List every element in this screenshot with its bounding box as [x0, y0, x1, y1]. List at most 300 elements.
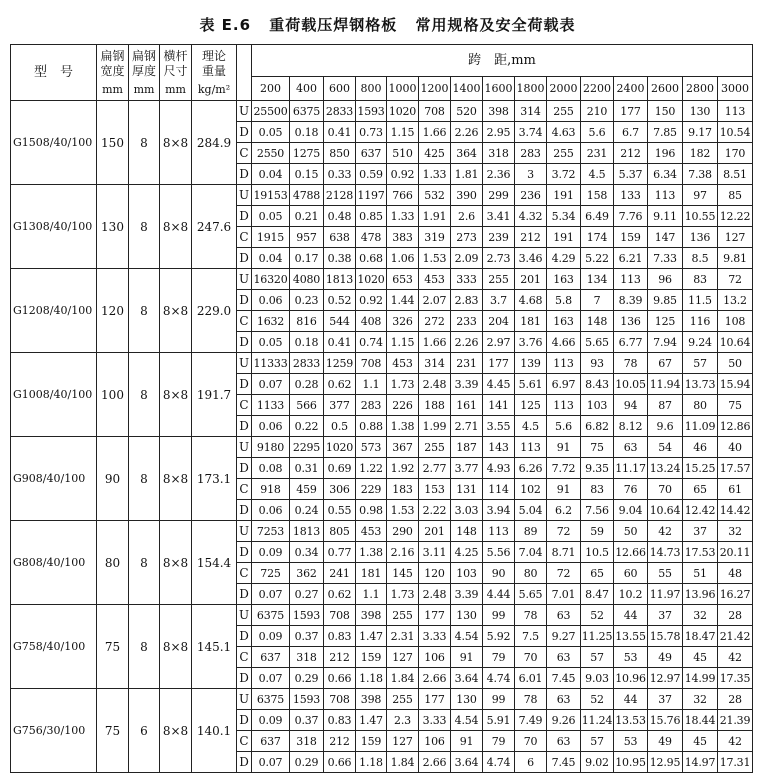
value-cell: 0.18 — [290, 122, 324, 143]
value-cell: 159 — [356, 731, 387, 752]
value-cell: 8.43 — [581, 374, 614, 395]
value-cell: 637 — [252, 731, 290, 752]
value-cell: 1.15 — [387, 122, 419, 143]
table-row — [11, 605, 753, 626]
value-cell: 85 — [718, 185, 753, 206]
table-row — [11, 689, 753, 710]
value-cell: 4.68 — [515, 290, 547, 311]
value-cell: 6.7 — [614, 122, 648, 143]
value-cell: 9.17 — [683, 122, 718, 143]
value-cell: 2833 — [290, 353, 324, 374]
load-type-cell: D — [237, 374, 252, 395]
value-cell: 103 — [451, 563, 483, 584]
value-cell: 113 — [614, 269, 648, 290]
value-cell: 52 — [581, 605, 614, 626]
value-cell: 113 — [483, 521, 515, 542]
value-cell: 91 — [451, 731, 483, 752]
value-cell: 40 — [718, 437, 753, 458]
value-cell: 1593 — [290, 689, 324, 710]
value-cell: 204 — [483, 311, 515, 332]
value-cell: 255 — [387, 605, 419, 626]
load-type-cell: D — [237, 458, 252, 479]
value-cell: 4.74 — [483, 752, 515, 773]
value-cell: 53 — [614, 731, 648, 752]
load-type-cell: U — [237, 101, 252, 122]
load-type-cell: U — [237, 353, 252, 374]
value-cell: 0.06 — [252, 416, 290, 437]
value-cell: 1813 — [290, 521, 324, 542]
value-cell: 367 — [387, 437, 419, 458]
value-cell: 80 — [683, 395, 718, 416]
value-cell: 0.74 — [356, 332, 387, 353]
value-cell: 4.25 — [451, 542, 483, 563]
value-cell: 91 — [547, 437, 581, 458]
value-cell: 7.72 — [547, 458, 581, 479]
load-type-cell: D — [237, 500, 252, 521]
value-cell: 2.6 — [451, 206, 483, 227]
value-cell: 7.56 — [581, 500, 614, 521]
header-rod-unit: mm — [165, 82, 186, 96]
header-width-unit: mm — [102, 82, 123, 96]
value-cell: 5.04 — [515, 500, 547, 521]
value-cell: 32 — [683, 689, 718, 710]
value-cell: 11.09 — [683, 416, 718, 437]
value-cell: 61 — [718, 479, 753, 500]
value-cell: 2.16 — [387, 542, 419, 563]
value-cell: 453 — [356, 521, 387, 542]
value-cell: 708 — [324, 689, 356, 710]
value-cell: 49 — [648, 731, 683, 752]
value-cell: 1020 — [356, 269, 387, 290]
rod-cell: 8×8 — [160, 689, 192, 773]
value-cell: 4.74 — [483, 668, 515, 689]
value-cell: 48 — [718, 563, 753, 584]
value-cell: 11.17 — [614, 458, 648, 479]
header-thickness — [129, 45, 160, 101]
load-type-cell: D — [237, 122, 252, 143]
value-cell: 3.64 — [451, 668, 483, 689]
value-cell: 231 — [451, 353, 483, 374]
value-cell: 9180 — [252, 437, 290, 458]
value-cell: 191 — [547, 227, 581, 248]
value-cell: 8.5 — [683, 248, 718, 269]
value-cell: 9.85 — [648, 290, 683, 311]
load-type-cell: D — [237, 164, 252, 185]
value-cell: 134 — [581, 269, 614, 290]
value-cell: 1.33 — [419, 164, 451, 185]
value-cell: 10.95 — [614, 752, 648, 773]
value-cell: 113 — [547, 395, 581, 416]
value-cell: 11.97 — [648, 584, 683, 605]
value-cell: 0.52 — [324, 290, 356, 311]
value-cell: 177 — [483, 353, 515, 374]
value-cell: 28 — [718, 605, 753, 626]
value-cell: 13.2 — [718, 290, 753, 311]
value-cell: 4.5 — [581, 164, 614, 185]
span-header-400: 400 — [290, 77, 324, 101]
value-cell: 17.31 — [718, 752, 753, 773]
value-cell: 113 — [718, 101, 753, 122]
value-cell: 453 — [419, 269, 451, 290]
load-type-cell: C — [237, 227, 252, 248]
value-cell: 0.77 — [324, 542, 356, 563]
value-cell: 0.73 — [356, 122, 387, 143]
value-cell: 2.36 — [483, 164, 515, 185]
value-cell: 850 — [324, 143, 356, 164]
value-cell: 0.05 — [252, 122, 290, 143]
span-header-200: 200 — [252, 77, 290, 101]
load-type-cell: U — [237, 605, 252, 626]
value-cell: 21.42 — [718, 626, 753, 647]
value-cell: 163 — [547, 311, 581, 332]
value-cell: 99 — [483, 605, 515, 626]
thickness-cell: 8 — [129, 101, 160, 185]
load-type-cell: D — [237, 752, 252, 773]
value-cell: 255 — [547, 143, 581, 164]
value-cell: 1.92 — [387, 458, 419, 479]
load-type-cell: D — [237, 290, 252, 311]
value-cell: 10.64 — [718, 332, 753, 353]
value-cell: 17.35 — [718, 668, 753, 689]
value-cell: 510 — [387, 143, 419, 164]
value-cell: 1.1 — [356, 584, 387, 605]
value-cell: 4080 — [290, 269, 324, 290]
value-cell: 0.24 — [290, 500, 324, 521]
value-cell: 3.76 — [515, 332, 547, 353]
weight-cell: 191.7 — [192, 353, 237, 437]
value-cell: 2.07 — [419, 290, 451, 311]
value-cell: 7.01 — [547, 584, 581, 605]
header-rod-line2: 尺寸 — [163, 63, 188, 78]
value-cell: 14.99 — [683, 668, 718, 689]
value-cell: 1.91 — [419, 206, 451, 227]
value-cell: 11.5 — [683, 290, 718, 311]
value-cell: 805 — [324, 521, 356, 542]
value-cell: 1.47 — [356, 710, 387, 731]
rod-cell: 8×8 — [160, 269, 192, 353]
value-cell: 2.83 — [451, 290, 483, 311]
value-cell: 191 — [547, 185, 581, 206]
model-cell: G1508/40/100 — [11, 101, 97, 185]
value-cell: 177 — [419, 605, 451, 626]
value-cell: 18.47 — [683, 626, 718, 647]
value-cell: 1.84 — [387, 752, 419, 773]
value-cell: 0.85 — [356, 206, 387, 227]
table-row — [11, 101, 753, 122]
value-cell: 50 — [718, 353, 753, 374]
header-weight-unit: kg/m² — [197, 82, 231, 96]
value-cell: 42 — [718, 731, 753, 752]
value-cell: 127 — [387, 647, 419, 668]
model-cell: G1008/40/100 — [11, 353, 97, 437]
value-cell: 5.65 — [581, 332, 614, 353]
value-cell: 0.07 — [252, 374, 290, 395]
header-width — [97, 45, 129, 101]
value-cell: 76 — [614, 479, 648, 500]
value-cell: 0.08 — [252, 458, 290, 479]
value-cell: 1197 — [356, 185, 387, 206]
value-cell: 114 — [483, 479, 515, 500]
value-cell: 11.24 — [581, 710, 614, 731]
value-cell: 83 — [581, 479, 614, 500]
value-cell: 0.48 — [324, 206, 356, 227]
value-cell: 130 — [683, 101, 718, 122]
value-cell: 1.47 — [356, 626, 387, 647]
value-cell: 153 — [419, 479, 451, 500]
width-cell: 90 — [97, 437, 129, 521]
value-cell: 4.44 — [483, 584, 515, 605]
span-header-2000: 2000 — [547, 77, 581, 101]
value-cell: 63 — [547, 689, 581, 710]
value-cell: 13.53 — [614, 710, 648, 731]
value-cell: 106 — [419, 731, 451, 752]
model-cell: G1208/40/100 — [11, 269, 97, 353]
value-cell: 226 — [387, 395, 419, 416]
value-cell: 0.09 — [252, 710, 290, 731]
value-cell: 0.17 — [290, 248, 324, 269]
value-cell: 5.37 — [614, 164, 648, 185]
load-type-cell: D — [237, 332, 252, 353]
value-cell: 2.77 — [419, 458, 451, 479]
value-cell: 255 — [483, 269, 515, 290]
value-cell: 3.39 — [451, 374, 483, 395]
value-cell: 212 — [324, 731, 356, 752]
value-cell: 12.66 — [614, 542, 648, 563]
value-cell: 17.57 — [718, 458, 753, 479]
value-cell: 7.04 — [515, 542, 547, 563]
value-cell: 94 — [614, 395, 648, 416]
value-cell: 1259 — [324, 353, 356, 374]
width-cell: 80 — [97, 521, 129, 605]
value-cell: 7.45 — [547, 668, 581, 689]
header-model: 型 号 — [11, 45, 97, 101]
weight-cell: 229.0 — [192, 269, 237, 353]
value-cell: 196 — [648, 143, 683, 164]
value-cell: 136 — [614, 311, 648, 332]
value-cell: 1.84 — [387, 668, 419, 689]
table-title-text: 重荷载压焊钢格板 — [269, 16, 398, 34]
width-cell: 130 — [97, 185, 129, 269]
value-cell: 1020 — [324, 437, 356, 458]
load-type-cell: C — [237, 143, 252, 164]
value-cell: 5.34 — [547, 206, 581, 227]
value-cell: 131 — [451, 479, 483, 500]
value-cell: 2.26 — [451, 122, 483, 143]
value-cell: 1.81 — [451, 164, 483, 185]
table-row — [11, 185, 753, 206]
value-cell: 12.42 — [683, 500, 718, 521]
load-type-cell: U — [237, 269, 252, 290]
value-cell: 6.77 — [614, 332, 648, 353]
value-cell: 72 — [718, 269, 753, 290]
value-cell: 478 — [356, 227, 387, 248]
value-cell: 1.99 — [419, 416, 451, 437]
value-cell: 2.09 — [451, 248, 483, 269]
value-cell: 78 — [515, 605, 547, 626]
value-cell: 8.51 — [718, 164, 753, 185]
value-cell: 28 — [718, 689, 753, 710]
value-cell: 11.25 — [581, 626, 614, 647]
value-cell: 14.97 — [683, 752, 718, 773]
table-row — [11, 269, 753, 290]
value-cell: 3.03 — [451, 500, 483, 521]
value-cell: 255 — [387, 689, 419, 710]
load-type-cell: D — [237, 626, 252, 647]
value-cell: 2.73 — [483, 248, 515, 269]
value-cell: 83 — [683, 269, 718, 290]
value-cell: 229 — [356, 479, 387, 500]
value-cell: 3.33 — [419, 710, 451, 731]
value-cell: 318 — [290, 731, 324, 752]
value-cell: 3.77 — [451, 458, 483, 479]
value-cell: 147 — [648, 227, 683, 248]
value-cell: 96 — [648, 269, 683, 290]
value-cell: 150 — [648, 101, 683, 122]
load-type-cell: D — [237, 542, 252, 563]
value-cell: 573 — [356, 437, 387, 458]
value-cell: 290 — [387, 521, 419, 542]
value-cell: 141 — [483, 395, 515, 416]
value-cell: 2128 — [324, 185, 356, 206]
value-cell: 1632 — [252, 311, 290, 332]
value-cell: 1.73 — [387, 374, 419, 395]
value-cell: 4.66 — [547, 332, 581, 353]
value-cell: 5.91 — [483, 710, 515, 731]
value-cell: 91 — [451, 647, 483, 668]
value-cell: 2.31 — [387, 626, 419, 647]
value-cell: 0.5 — [324, 416, 356, 437]
width-cell: 75 — [97, 605, 129, 689]
value-cell: 159 — [614, 227, 648, 248]
value-cell: 8.12 — [614, 416, 648, 437]
value-cell: 7.45 — [547, 752, 581, 773]
value-cell: 2550 — [252, 143, 290, 164]
value-cell: 116 — [683, 311, 718, 332]
value-cell: 113 — [515, 437, 547, 458]
value-cell: 5.8 — [547, 290, 581, 311]
value-cell: 4.45 — [483, 374, 515, 395]
value-cell: 3.64 — [451, 752, 483, 773]
value-cell: 106 — [419, 647, 451, 668]
value-cell: 11.94 — [648, 374, 683, 395]
value-cell: 9.6 — [648, 416, 683, 437]
value-cell: 2.22 — [419, 500, 451, 521]
value-cell: 326 — [387, 311, 419, 332]
value-cell: 377 — [324, 395, 356, 416]
value-cell: 7.5 — [515, 626, 547, 647]
value-cell: 4.93 — [483, 458, 515, 479]
load-type-cell: U — [237, 521, 252, 542]
header-thickness-line1: 扁钢 — [131, 48, 156, 63]
value-cell: 161 — [451, 395, 483, 416]
value-cell: 0.23 — [290, 290, 324, 311]
value-cell: 1020 — [387, 101, 419, 122]
value-cell: 520 — [451, 101, 483, 122]
value-cell: 12.22 — [718, 206, 753, 227]
value-cell: 0.41 — [324, 332, 356, 353]
load-type-cell: D — [237, 710, 252, 731]
span-header-2600: 2600 — [648, 77, 683, 101]
value-cell: 181 — [515, 311, 547, 332]
header-rod — [160, 45, 192, 101]
value-cell: 0.18 — [290, 332, 324, 353]
value-cell: 13.24 — [648, 458, 683, 479]
value-cell: 75 — [718, 395, 753, 416]
value-cell: 87 — [648, 395, 683, 416]
value-cell: 2295 — [290, 437, 324, 458]
value-cell: 78 — [614, 353, 648, 374]
value-cell: 0.66 — [324, 668, 356, 689]
value-cell: 14.73 — [648, 542, 683, 563]
value-cell: 127 — [387, 731, 419, 752]
value-cell: 10.55 — [683, 206, 718, 227]
value-cell: 10.96 — [614, 668, 648, 689]
value-cell: 3.41 — [483, 206, 515, 227]
weight-cell: 247.6 — [192, 185, 237, 269]
header-type-blank — [237, 45, 252, 101]
value-cell: 1.1 — [356, 374, 387, 395]
value-cell: 1275 — [290, 143, 324, 164]
value-cell: 255 — [419, 437, 451, 458]
value-cell: 0.04 — [252, 248, 290, 269]
value-cell: 708 — [356, 353, 387, 374]
value-cell: 1.15 — [387, 332, 419, 353]
value-cell: 3.11 — [419, 542, 451, 563]
value-cell: 816 — [290, 311, 324, 332]
span-header-2800: 2800 — [683, 77, 718, 101]
value-cell: 241 — [324, 563, 356, 584]
value-cell: 4788 — [290, 185, 324, 206]
value-cell: 255 — [547, 101, 581, 122]
load-type-cell: C — [237, 563, 252, 584]
value-cell: 0.37 — [290, 710, 324, 731]
header-width-line2: 宽度 — [100, 63, 125, 78]
value-cell: 2.26 — [451, 332, 483, 353]
width-cell: 75 — [97, 689, 129, 773]
load-type-cell: U — [237, 185, 252, 206]
value-cell: 54 — [648, 437, 683, 458]
table-code: 表 E.6 — [199, 16, 252, 34]
value-cell: 70 — [648, 479, 683, 500]
span-header-1000: 1000 — [387, 77, 419, 101]
value-cell: 0.88 — [356, 416, 387, 437]
value-cell: 9.81 — [718, 248, 753, 269]
header-weight-line1: 理论 — [201, 48, 226, 63]
value-cell: 0.83 — [324, 710, 356, 731]
value-cell: 5.61 — [515, 374, 547, 395]
value-cell: 0.92 — [356, 290, 387, 311]
value-cell: 2.66 — [419, 752, 451, 773]
value-cell: 75 — [581, 437, 614, 458]
value-cell: 125 — [515, 395, 547, 416]
value-cell: 4.54 — [451, 710, 483, 731]
value-cell: 1.18 — [356, 668, 387, 689]
value-cell: 72 — [547, 521, 581, 542]
value-cell: 7.38 — [683, 164, 718, 185]
value-cell: 0.04 — [252, 164, 290, 185]
load-type-cell: C — [237, 311, 252, 332]
value-cell: 59 — [581, 521, 614, 542]
value-cell: 127 — [718, 227, 753, 248]
value-cell: 638 — [324, 227, 356, 248]
load-type-cell: D — [237, 248, 252, 269]
header-span: 跨 距,mm — [252, 45, 753, 77]
value-cell: 6.49 — [581, 206, 614, 227]
span-header-3000: 3000 — [718, 77, 753, 101]
value-cell: 63 — [547, 647, 581, 668]
value-cell: 139 — [515, 353, 547, 374]
value-cell: 0.68 — [356, 248, 387, 269]
